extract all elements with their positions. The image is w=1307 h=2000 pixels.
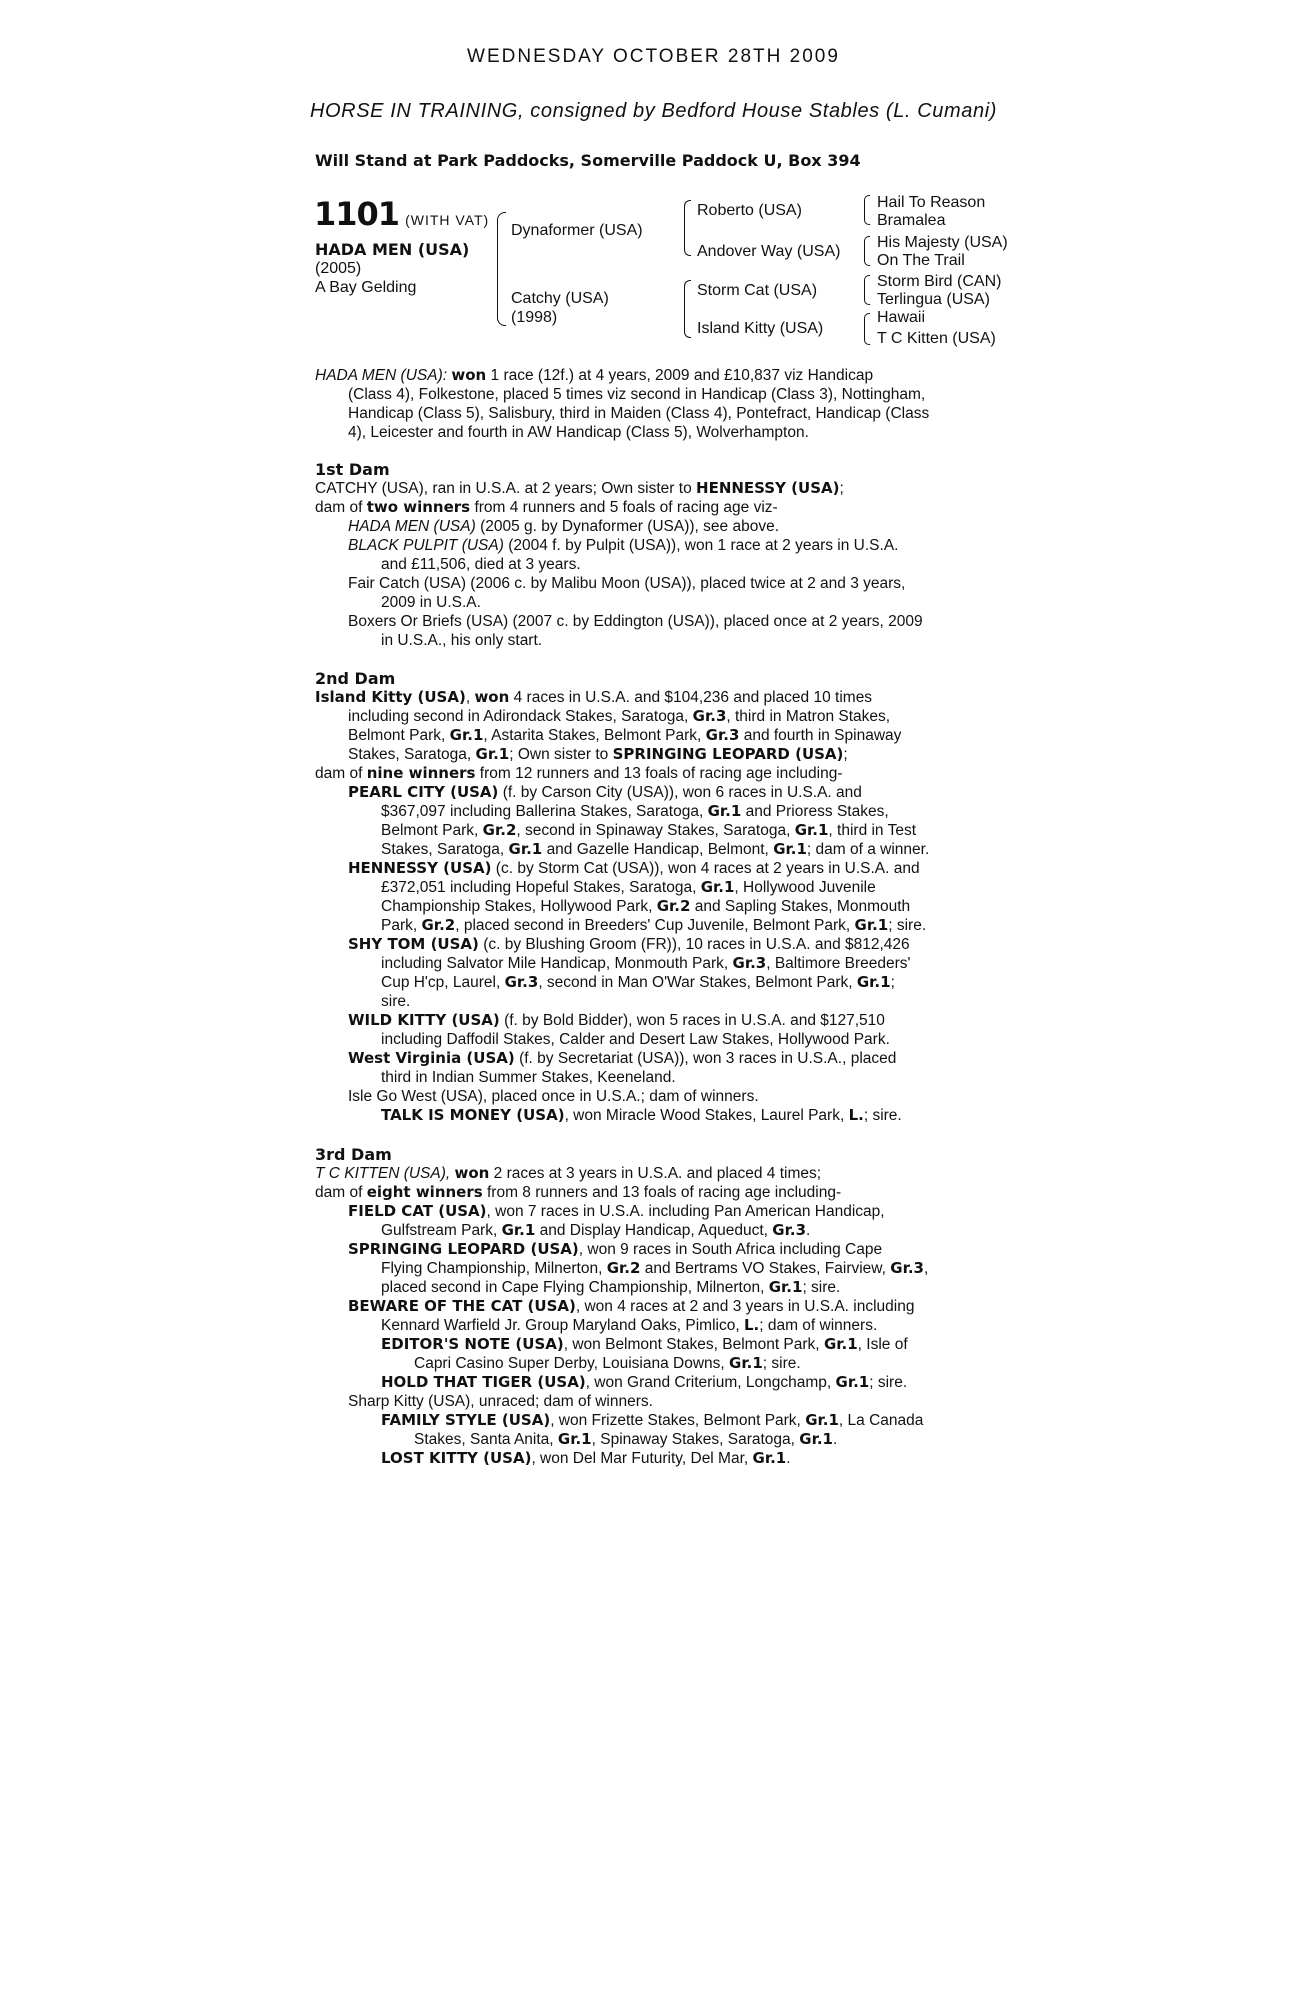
dam-text: dam of [315,499,363,516]
ssd: Bramalea [877,212,946,229]
grade: Gr.3 [692,707,727,725]
produce-text: , won 4 races at 2 and 3 years in U.S.A. including [575,1298,915,1315]
lot-number: 1101 [314,195,400,233]
produce-text: £372,051 including Hopeful Stakes, Saratoga, [381,879,697,896]
grade: Gr.1 [854,916,889,934]
produce-text: , Spinaway Stakes, Saratoga, [591,1431,795,1448]
produce-text: , won Del Mar Futurity, Del Mar, [531,1450,749,1467]
grade: Gr.3 [732,954,767,972]
dam: Catchy (USA) [511,290,609,307]
dam-text: ; Own sister to [509,746,609,763]
produce-text: ; sire. [888,917,927,934]
produce-text: , won Grand Criterium, Longchamp, [585,1374,832,1391]
produce-text: and Bertrams VO Stakes, Fairview, [644,1260,886,1277]
dam-text: Belmont Park, [348,727,446,744]
vat-note: (WITH VAT) [405,212,490,228]
third-dam-section [315,1145,995,1468]
winners-count: nine winners [366,764,476,782]
produce-text: , won 9 races in South Africa including Cape [578,1241,883,1258]
produce-text: in U.S.A., his only start. [381,632,543,649]
sire-dam: Andover Way (USA) [697,243,841,260]
produce-text: . [786,1450,791,1467]
grade: Gr.3 [890,1259,924,1277]
won-label: won [454,1164,490,1182]
produce-text: Stakes, Santa Anita, [414,1431,554,1448]
produce-text: . [833,1431,838,1448]
produce-text: Belmont Park, [381,822,479,839]
grade: L. [743,1316,760,1334]
record-text: 1 race (12f.) at 4 years, 2009 and £10,837 viz Handicap [490,367,874,384]
grade: Gr.3 [705,726,740,744]
lot-header [314,195,489,233]
sds: His Majesty (USA) [877,234,1008,251]
produce-text: ; sire. [863,1107,902,1124]
grade: Gr.1 [768,1278,803,1296]
produce-text: Park, [381,917,418,934]
produce-text: Stakes, Saratoga, [381,841,505,858]
second-dam-heading: 2nd Dam [315,669,396,688]
produce-text: , won 7 races in U.S.A. including Pan American Handicap, [486,1203,885,1220]
produce-text: (f. by Bold Bidder), won 5 races in U.S.A. and $127,510 [504,1012,885,1029]
winners-count: eight winners [366,1183,483,1201]
produce-text: ; sire. [869,1374,908,1391]
dam-year: (1998) [511,309,558,326]
sire: Dynaformer (USA) [511,222,643,239]
dam-text: including second in Adirondack Stakes, Saratoga, [348,708,689,725]
third-dam-heading: 3rd Dam [315,1145,392,1164]
grade: Gr.1 [752,1449,787,1467]
pedigree-brace [864,313,870,345]
produce-text: . [806,1222,811,1239]
produce-text: Sharp Kitty (USA), unraced; dam of winners. [348,1393,653,1410]
dam-sire: Storm Cat (USA) [697,282,818,299]
sss: Hail To Reason [877,194,986,211]
produce-text: and Prioress Stakes, [745,803,889,820]
relative-name: HENNESSY (USA) [696,479,840,497]
produce-text: and Display Handicap, Aqueduct, [539,1222,768,1239]
dds: Hawaii [877,309,926,326]
dam-text: , [465,689,471,706]
produce-name: BLACK PULPIT (USA) [348,537,504,554]
dam-text: from 4 runners and 5 foals of racing age viz- [474,499,778,516]
grade: Gr.2 [482,821,517,839]
produce-text: Fair Catch (USA) (2006 c. by Malibu Moon (USA)), placed twice at 2 and 3 years, [348,575,906,592]
dam-text: and fourth in Spinaway [743,727,902,744]
produce-text: , Isle of [857,1336,908,1353]
produce-text: (2005 g. by Dynaformer (USA)), see above. [480,518,779,535]
race-record [315,366,995,442]
produce-name: HOLD THAT TIGER (USA) [381,1373,586,1391]
record-text: Handicap (Class 5), Salisbury, third in Maiden (Class 4), Pontefract, Handicap (Class [348,405,930,422]
dss: Storm Bird (CAN) [877,273,1002,290]
produce-text: (f. by Secretariat (USA)), won 3 races in U.S.A., placed [519,1050,897,1067]
produce-text: and Sapling Stakes, Monmouth [694,898,911,915]
produce-text: , third in Test [828,822,917,839]
sire-sire: Roberto (USA) [697,202,802,219]
produce-text: 2009 in U.S.A. [381,594,481,611]
grade: Gr.1 [773,840,807,858]
grade: Gr.1 [799,1430,833,1448]
pedigree-brace [684,200,691,256]
stand-location: Will Stand at Park Paddocks, Somerville Paddock U, Box 394 [315,151,861,170]
grade: Gr.1 [700,878,735,896]
produce-text: (c. by Blushing Groom (FR)), 10 races in U.S.A. and $812,426 [483,936,910,953]
grade: Gr.2 [421,916,456,934]
produce-text: Boxers Or Briefs (USA) (2007 c. by Eddington (USA)), placed once at 2 years, 2009 [348,613,923,630]
sdd: On The Trail [877,252,965,269]
dam-text: ; [843,746,848,763]
produce-text: including Salvator Mile Handicap, Monmouth Park, [381,955,729,972]
consignment-line: HORSE IN TRAINING, consigned by Bedford House Stables (L. Cumani) [309,100,998,122]
produce-text: , La Canada [838,1412,924,1429]
grade: Gr.1 [856,973,891,991]
grade: Gr.2 [606,1259,641,1277]
produce-text: ; sire. [802,1279,841,1296]
produce-text: ; [890,974,895,991]
dam-text: ; [839,480,844,497]
pedigree-brace [684,280,691,338]
grade: Gr.3 [504,973,539,991]
pedigree-brace [864,195,870,225]
dam-text: CATCHY (USA), ran in U.S.A. at 2 years; Own sister to [315,480,692,497]
first-dam-section [315,460,995,650]
horse-identity [315,240,469,297]
produce-text: (c. by Storm Cat (USA)), won 4 races at 2 years in U.S.A. and [495,860,920,877]
produce-text: , Hollywood Juvenile [734,879,876,896]
produce-text: , won Frizette Stakes, Belmont Park, [550,1412,801,1429]
grade: Gr.1 [449,726,484,744]
grade: Gr.2 [656,897,691,915]
pedigree-brace [864,275,870,305]
produce-text: $367,097 including Ballerina Stakes, Saratoga, [381,803,704,820]
produce-text: , Baltimore Breeders' [766,955,911,972]
relative-name: SPRINGING LEOPARD (USA) [612,745,844,763]
produce-name: SPRINGING LEOPARD (USA) [348,1240,579,1258]
second-dam-section [315,669,995,1125]
produce-name: EDITOR'S NOTE (USA) [381,1335,564,1353]
dam-text: 4 races in U.S.A. and $104,236 and placed 10 times [513,689,873,706]
dam-text: , Astarita Stakes, Belmont Park, [483,727,702,744]
winners-count: two winners [366,498,471,516]
produce-name: PEARL CITY (USA) [348,783,499,801]
dam-text: dam of [315,765,363,782]
record-text: 4), Leicester and fourth in AW Handicap (Class 5), Wolverhampton. [348,424,809,441]
produce-name: FIELD CAT (USA) [348,1202,487,1220]
dam-text: 2 races at 3 years in U.S.A. and placed 4 times; [493,1165,822,1182]
produce-text: Flying Championship, Milnerton, [381,1260,603,1277]
record-text: (Class 4), Folkestone, placed 5 times viz second in Handicap (Class 3), Nottingham, [348,386,926,403]
produce-name: LOST KITTY (USA) [381,1449,532,1467]
dam-dam: Island Kitty (USA) [697,320,824,337]
produce-text: ; sire. [762,1355,801,1372]
grade: Gr.1 [508,840,543,858]
dam-name: Island Kitty (USA) [315,688,466,706]
first-dam-heading: 1st Dam [315,460,390,479]
produce-text: including Daffodil Stakes, Calder and Desert Law Stakes, Hollywood Park. [381,1031,890,1048]
won-label: won [451,366,487,384]
dsd: Terlingua (USA) [877,291,990,308]
dam-text: from 8 runners and 13 foals of racing age including- [487,1184,842,1201]
horse-description: A Bay Gelding [315,279,417,296]
foaling-year: (2005) [315,260,362,277]
produce-name: HADA MEN (USA) [348,518,476,535]
produce-text: Gulfstream Park, [381,1222,498,1239]
grade: Gr.3 [772,1221,807,1239]
grade: Gr.1 [729,1354,763,1372]
produce-text: , [923,1260,929,1277]
won-label: won [474,688,510,706]
produce-text: Championship Stakes, Hollywood Park, [381,898,653,915]
produce-name: SHY TOM (USA) [348,935,479,953]
produce-text: Capri Casino Super Derby, Louisiana Downs, [414,1355,725,1372]
grade: Gr.1 [823,1335,858,1353]
dam-text: Stakes, Saratoga, [348,746,472,763]
grade: Gr.1 [835,1373,870,1391]
produce-text: , won Belmont Stakes, Belmont Park, [563,1336,820,1353]
produce-text: sire. [381,993,411,1010]
produce-text: , won Miracle Wood Stakes, Laurel Park, [564,1107,845,1124]
produce-text: Isle Go West (USA), placed once in U.S.A.; dam of winners. [348,1088,759,1105]
produce-text: , second in Spinaway Stakes, Saratoga, [516,822,791,839]
dam-text: from 12 runners and 13 foals of racing age including- [479,765,843,782]
ddd: T C Kitten (USA) [877,330,996,347]
produce-text: , second in Man O'War Stakes, Belmont Park, [538,974,853,991]
produce-name: West Virginia (USA) [348,1049,515,1067]
sale-date: WEDNESDAY OCTOBER 28TH 2009 [467,46,840,67]
dam-name: T C KITTEN (USA), [315,1165,451,1182]
produce-name: WILD KITTY (USA) [348,1011,500,1029]
produce-text: and £11,506, died at 3 years. [381,556,581,573]
grade: Gr.1 [794,821,829,839]
pedigree-brace [864,236,870,266]
produce-text: Kennard Warfield Jr. Group Maryland Oaks, Pimlico, [381,1317,740,1334]
record-horse: HADA MEN (USA): [315,367,448,384]
grade: Gr.1 [501,1221,536,1239]
produce-text: Cup H'cp, Laurel, [381,974,501,991]
dam-text: dam of [315,1184,363,1201]
grade: Gr.1 [475,745,510,763]
produce-name: FAMILY STYLE (USA) [381,1411,551,1429]
produce-name: BEWARE OF THE CAT (USA) [348,1297,576,1315]
pedigree-brace [497,212,506,326]
produce-name: HENNESSY (USA) [348,859,492,877]
produce-text: ; dam of winners. [759,1317,878,1334]
grade: Gr.1 [707,802,742,820]
grade: L. [848,1106,864,1124]
grade: Gr.1 [557,1430,592,1448]
grade: Gr.1 [805,1411,839,1429]
produce-text: , placed second in Breeders' Cup Juvenile, Belmont Park, [455,917,851,934]
dam-text: , third in Matron Stakes, [726,708,891,725]
horse-name: HADA MEN (USA) [315,240,470,259]
produce-text: ; dam of a winner. [806,841,930,858]
produce-text: (f. by Carson City (USA)), won 6 races in U.S.A. and [502,784,862,801]
produce-text: third in Indian Summer Stakes, Keeneland. [381,1069,676,1086]
produce-text: and Gazelle Handicap, Belmont, [546,841,769,858]
produce-text: placed second in Cape Flying Championship, Milnerton, [381,1279,765,1296]
produce-name: TALK IS MONEY (USA) [381,1106,565,1124]
produce-text: (2004 f. by Pulpit (USA)), won 1 race at 2 years in U.S.A. [508,537,899,554]
